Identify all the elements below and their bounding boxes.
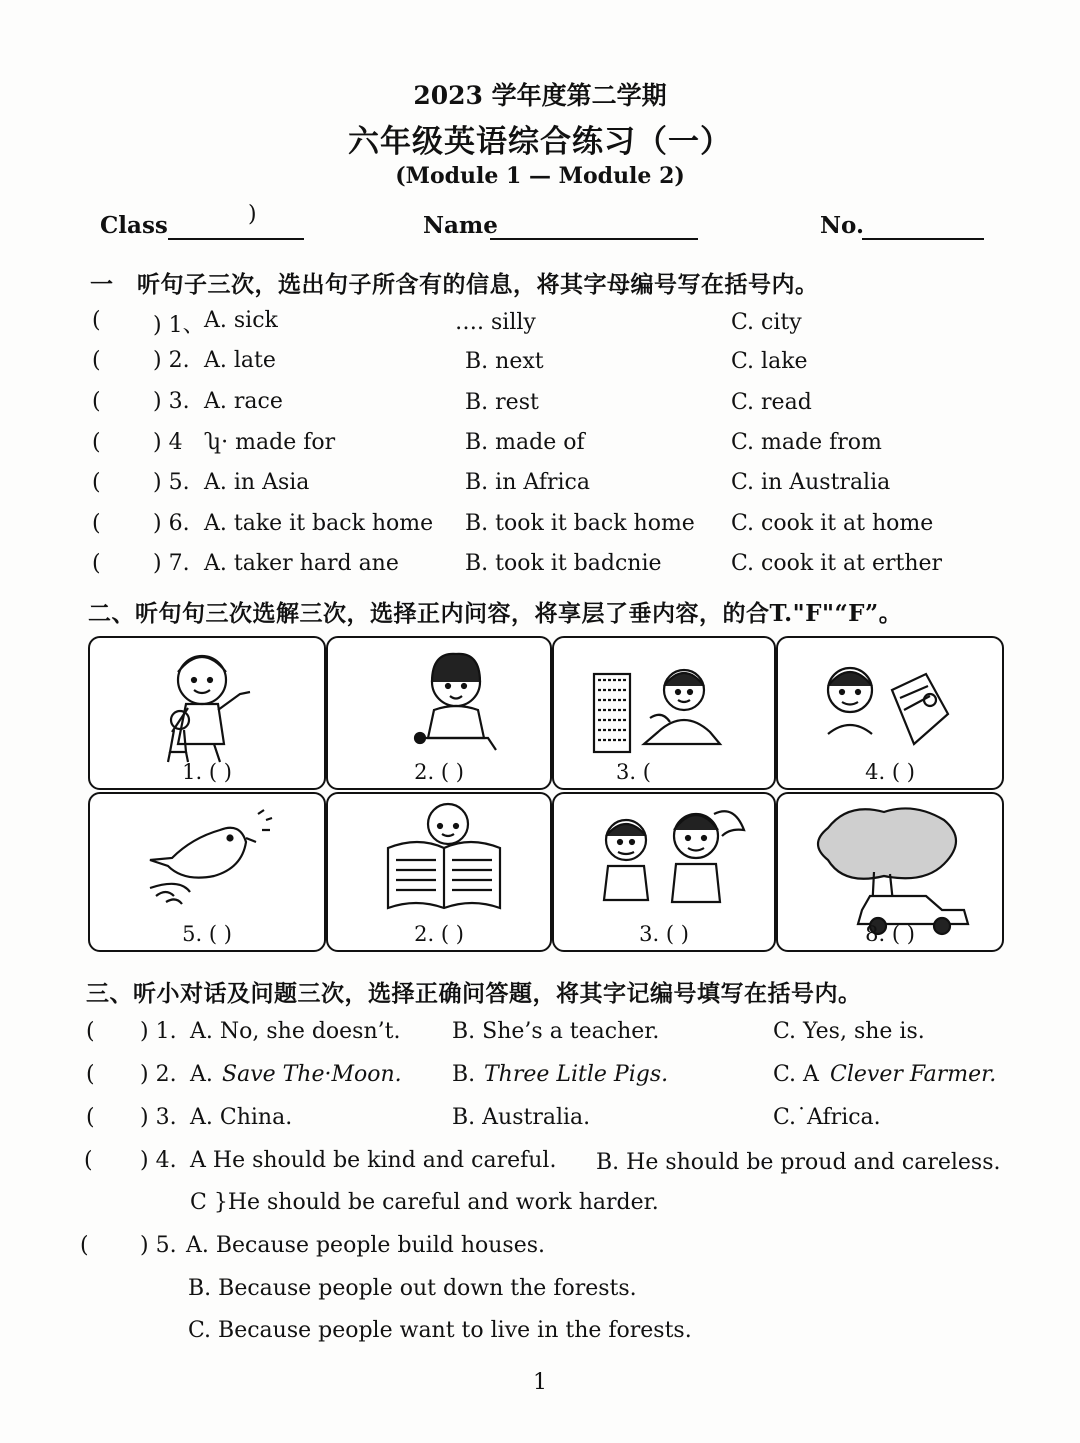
- option-b: B. took it badcnie: [465, 551, 662, 576]
- exam-title: 六年级英语综合练习（一）: [348, 124, 732, 160]
- option-a: Save The·Moon.: [222, 1062, 402, 1087]
- section3-title: 三、听小对话及问题三次，选择正确问答題，将其字记编号填写在括号内。: [86, 980, 862, 1007]
- name-field[interactable]: [490, 214, 698, 240]
- class-handwritten-mark: ): [248, 202, 257, 227]
- option-c: C. in Australia: [731, 470, 891, 495]
- answer-label-3[interactable]: 3. (: [616, 760, 651, 784]
- answer-paren[interactable]: (: [84, 1148, 93, 1173]
- answer-paren[interactable]: (: [92, 430, 101, 455]
- picture-cell-7: [552, 792, 776, 952]
- answer-paren[interactable]: (: [92, 308, 101, 333]
- number-label: No.: [820, 212, 864, 239]
- page-number: 1: [533, 1370, 547, 1395]
- option-a: A. in Asia: [204, 470, 310, 495]
- question-number: ) 5.: [140, 1233, 177, 1258]
- option-b: …. silly: [455, 310, 536, 335]
- option-c: C. cook it at erther: [731, 551, 943, 576]
- option-c: C }He should be careful and work harder.: [190, 1190, 659, 1215]
- answer-label-1[interactable]: 1. ( ): [182, 760, 232, 784]
- option-a: A. late: [204, 348, 276, 373]
- option-a: A. sick: [204, 308, 278, 333]
- name-label: Name: [423, 212, 498, 239]
- picture-cell-4: [776, 636, 1004, 790]
- answer-paren[interactable]: (: [92, 348, 101, 373]
- option-a: A. No, she doesn’t.: [190, 1019, 401, 1044]
- question-number: ) 4.: [140, 1148, 177, 1173]
- answer-label-6[interactable]: 2. ( ): [414, 922, 464, 946]
- answer-paren[interactable]: (: [92, 470, 101, 495]
- picture-grid: [88, 636, 1006, 952]
- answer-label-8[interactable]: 8. ( ): [865, 922, 915, 946]
- question-number: ) 4: [153, 430, 183, 455]
- option-b: B. took it back home: [465, 511, 695, 536]
- question-number: ) 5.: [153, 470, 190, 495]
- option-a: A. race: [204, 389, 283, 414]
- picture-cell-3: [552, 636, 776, 790]
- exam-term-title: 2023 学年度第二学期: [413, 81, 667, 110]
- option-c: C. lake: [731, 349, 808, 374]
- picture-cell-2: [326, 636, 552, 790]
- answer-label-2[interactable]: 2. ( ): [414, 760, 464, 784]
- question-number: ) 3.: [153, 389, 190, 414]
- option-b: B. in Africa: [465, 470, 590, 495]
- answer-paren[interactable]: (: [92, 511, 101, 536]
- question-number: ) 3.: [140, 1105, 177, 1130]
- option-c: C. Yes, she is.: [773, 1019, 925, 1044]
- answer-paren[interactable]: (: [92, 551, 101, 576]
- option-b: B. made of: [465, 430, 585, 455]
- number-field[interactable]: [862, 214, 984, 240]
- question-number: ) 7.: [153, 551, 190, 576]
- option-a: A. China.: [190, 1105, 293, 1130]
- question-number: ) 1、: [153, 313, 205, 338]
- option-b: B. He should be proud and careless.: [596, 1150, 1001, 1175]
- answer-paren[interactable]: (: [86, 1062, 95, 1087]
- option-b: Three Litle Pigs.: [484, 1062, 669, 1087]
- section1-title: 一 听句子三次，选出句子所含有的信息，将其字母编号写在括号内。: [90, 271, 819, 298]
- answer-paren[interactable]: (: [80, 1233, 89, 1258]
- option-c: C. city: [731, 310, 802, 335]
- option-c-prefix: C. A: [773, 1062, 819, 1087]
- option-b: B. Australia.: [452, 1105, 591, 1130]
- option-a: A. take it back home: [204, 511, 434, 536]
- answer-label-4[interactable]: 4. ( ): [865, 760, 915, 784]
- picture-cell-1: [88, 636, 326, 790]
- picture-cell-8: [776, 792, 1004, 952]
- option-c: C. made from: [731, 430, 882, 455]
- answer-label-5[interactable]: 5. ( ): [182, 922, 232, 946]
- option-a: ʮ· made for: [204, 430, 336, 455]
- option-b: B. rest: [465, 390, 539, 415]
- question-number: ) 6.: [153, 511, 190, 536]
- option-b: B. She’s a teacher.: [452, 1019, 660, 1044]
- answer-paren[interactable]: (: [86, 1019, 95, 1044]
- option-c: C. read: [731, 390, 812, 415]
- answer-paren[interactable]: (: [86, 1105, 95, 1130]
- option-b: B. next: [465, 349, 544, 374]
- option-c: C. Because people want to live in the forests.: [188, 1318, 692, 1343]
- question-number: ) 2.: [153, 348, 190, 373]
- section2-title: 二、听句句三次选解三次，选择正内问容，将享层了垂内容，的合T."F"“F”。: [88, 600, 903, 627]
- option-c: Clever Farmer.: [830, 1062, 997, 1087]
- option-a: A. Because people build houses.: [186, 1233, 546, 1258]
- option-a: A He should be kind and careful.: [190, 1148, 557, 1173]
- option-c: C. cook it at home: [731, 511, 934, 536]
- option-b-prefix: B.: [452, 1062, 476, 1087]
- option-b: B. Because people out down the forests.: [188, 1276, 637, 1301]
- option-a-prefix: A.: [190, 1062, 213, 1087]
- answer-label-7[interactable]: 3. ( ): [639, 922, 689, 946]
- answer-paren[interactable]: (: [92, 389, 101, 414]
- question-number: ) 1.: [140, 1019, 177, 1044]
- picture-cell-6: [326, 792, 552, 952]
- option-a: A. taker hard ane: [204, 551, 399, 576]
- class-field[interactable]: [168, 214, 304, 240]
- class-label: Class: [100, 212, 168, 239]
- picture-cell-5: [88, 792, 326, 952]
- option-c: C.˙Africa.: [773, 1105, 881, 1130]
- question-number: ) 2.: [140, 1062, 177, 1087]
- exam-modules: (Module 1 — Module 2): [395, 163, 685, 189]
